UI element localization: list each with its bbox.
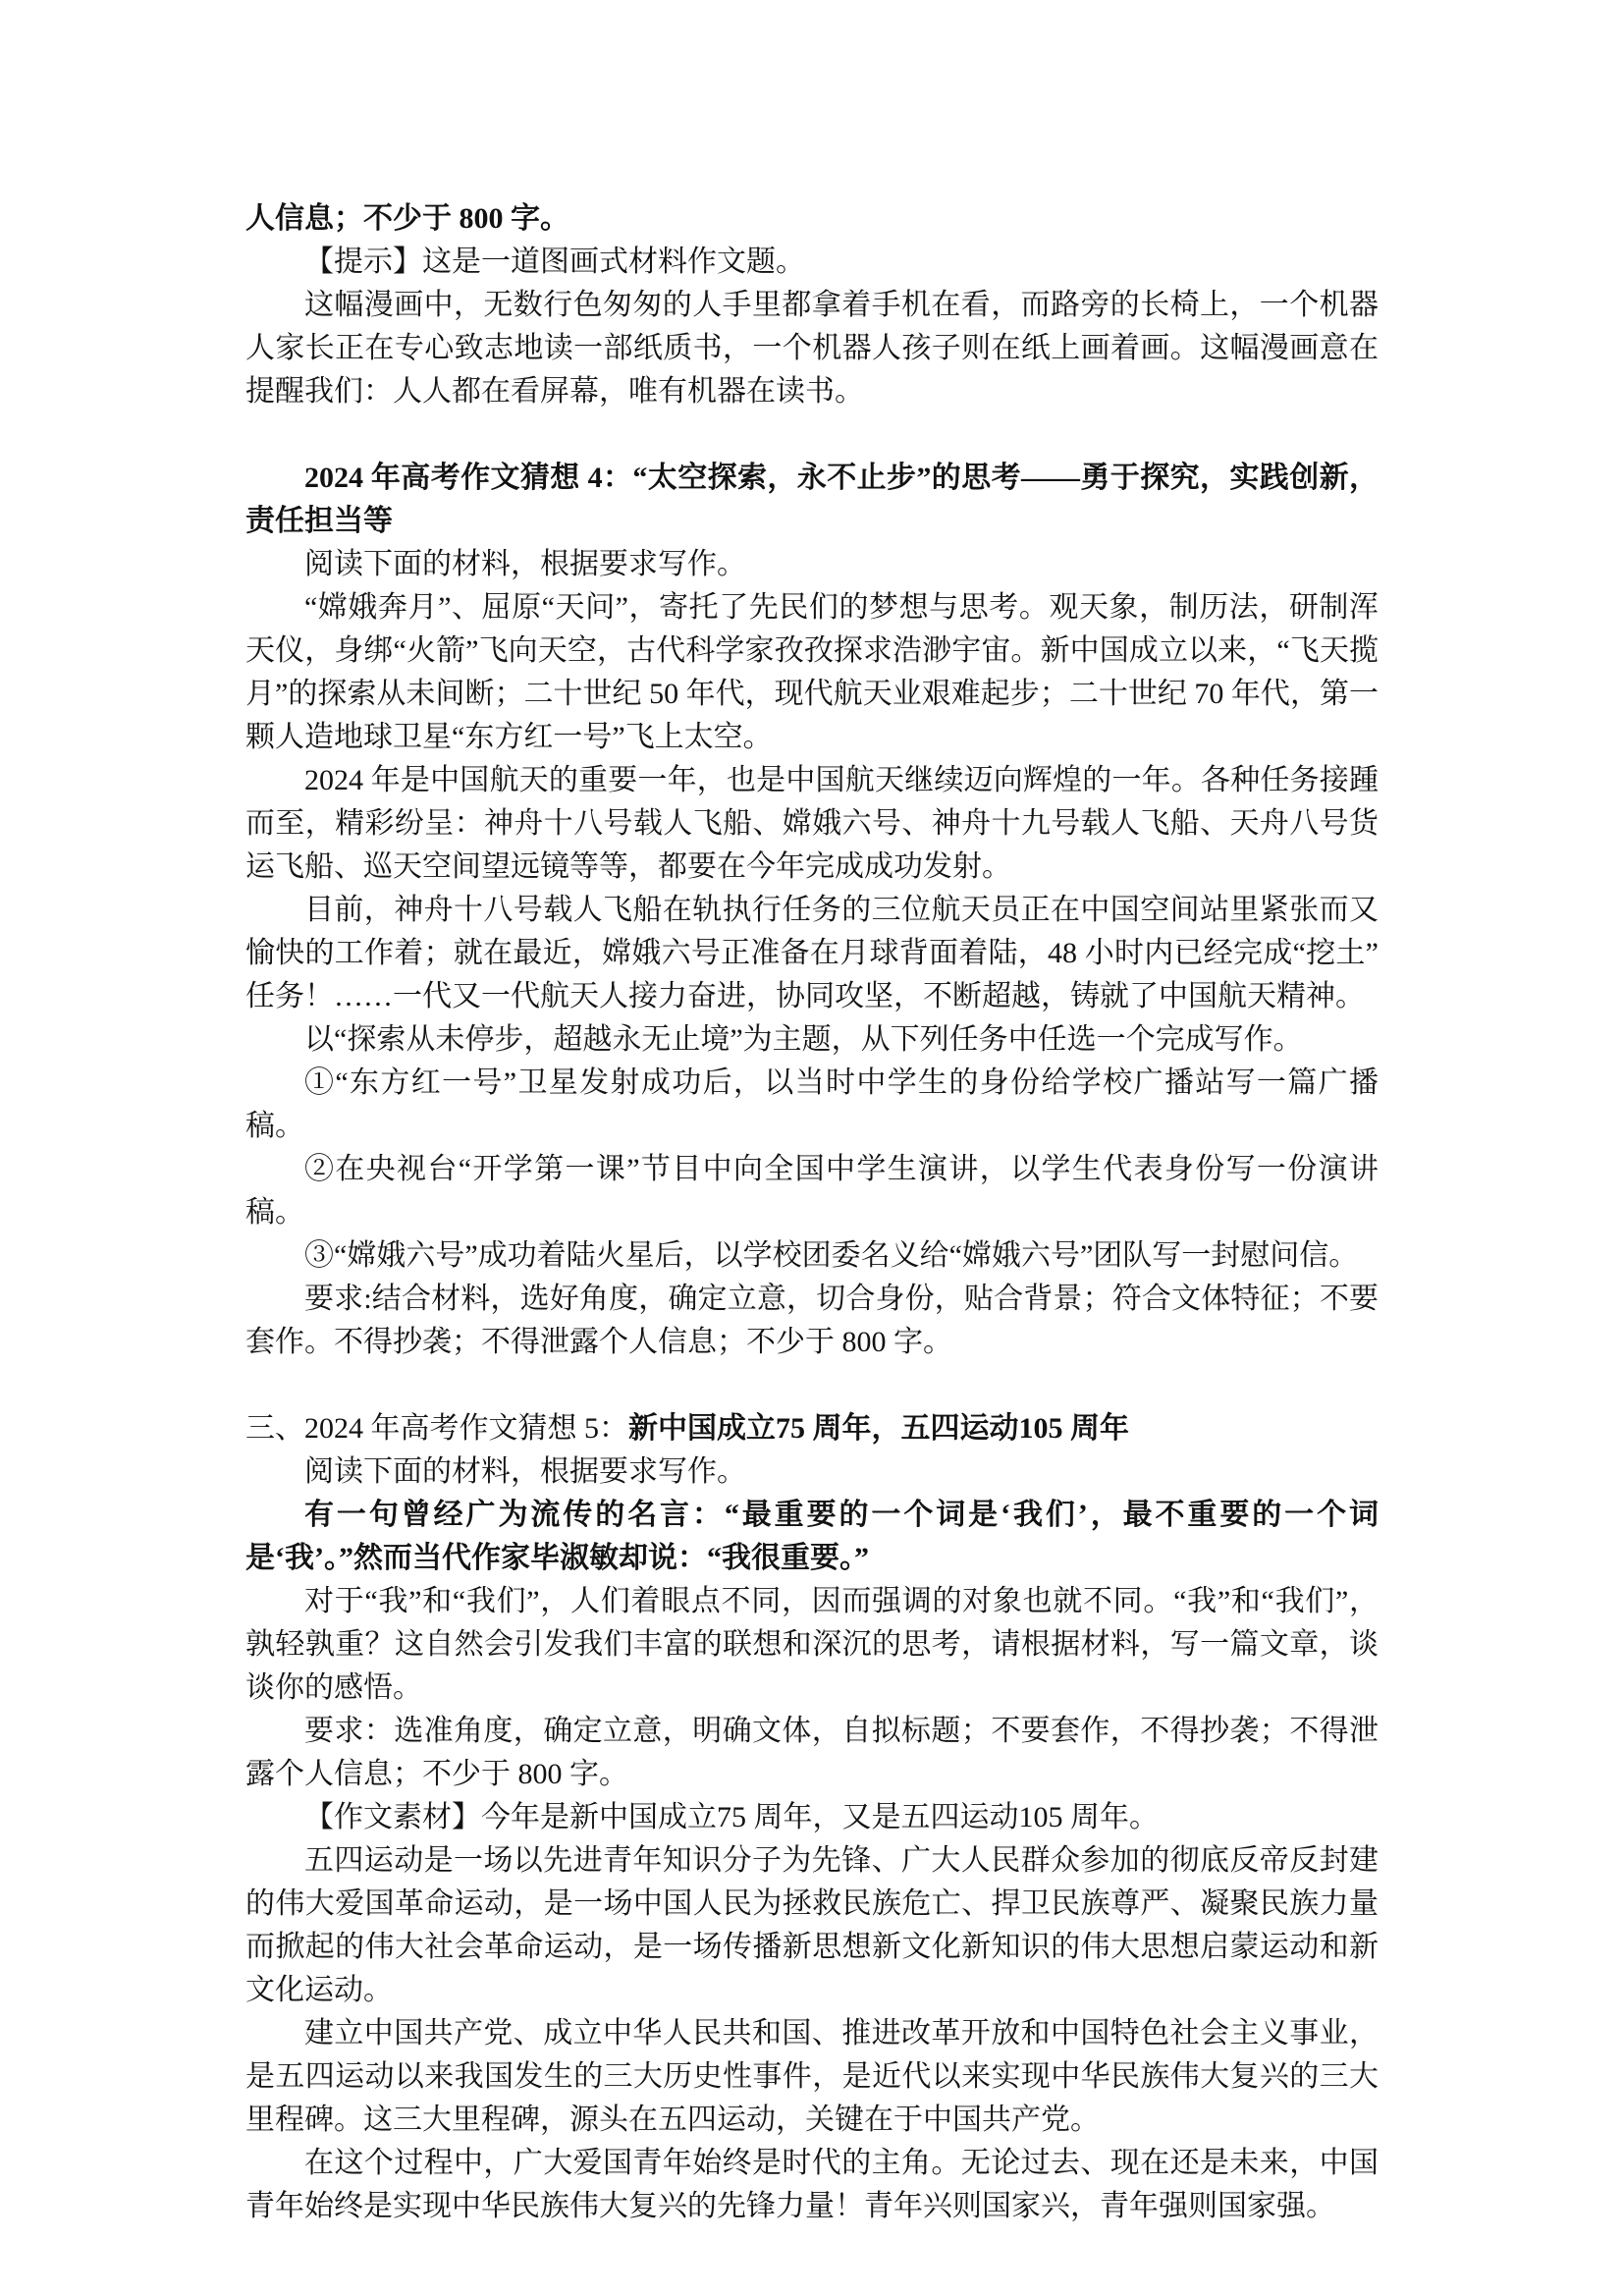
text-run: 要求:结合材料，选好角度，确定立意，切合身份，贴合背景；符合文体特征；不要套作。不得抄袭；不得泄露个人信息；不少于 800 字。 bbox=[245, 1283, 1379, 1358]
text-run: 五四运动是一场以先进青年知识分子为先锋、广大人民群众参加的彻底反帝反封建的伟大爱国革命运动，是一场中国人民为拯救民族危亡、捍卫民族尊严、凝聚民族力量而掀起的伟大社会革命运动，是一场传播新思想新文化新知识的伟大思想启蒙运动和新文化运动。 bbox=[245, 1844, 1379, 2006]
text-run: ②在央视台“开学第一课”节目中向全国中学生演讲，以学生代表身份写一份演讲稿。 bbox=[245, 1153, 1379, 1229]
blank-line bbox=[245, 1364, 1379, 1407]
paragraph bbox=[245, 1710, 1379, 1796]
text-run: 阅读下面的材料，根据要求写作。 bbox=[304, 1455, 746, 1488]
bold-text-run: 新中国成立75 周年，五四运动105 周年 bbox=[628, 1412, 1129, 1445]
text-run: “嫦娥奔月”、屈原“天问”，寄托了先民们的梦想与思考。观天象，制历法，研制浑天仪，身绑“火箭”飞向天空，古代科学家孜孜探求浩渺宇宙。新中国成立以来，“飞天揽月”的探索从未间断；二十世纪 50 年代，现代航天业艰难起步；二十世纪 70 年代，第一颗人造地球卫星“东方红一号”飞上太空。 bbox=[245, 591, 1379, 753]
text-run: 对于“我”和“我们”，人们着眼点不同，因而强调的对象也就不同。“我”和“我们”，孰轻孰重？这自然会引发我们丰富的联想和深沉的思考，请根据材料，写一篇文章，谈谈你的感悟。 bbox=[245, 1585, 1379, 1704]
paragraph bbox=[245, 1494, 1379, 1580]
text-run: 在这个过程中，广大爱国青年始终是时代的主角。无论过去、现在还是未来，中国青年始终是实现中华民族伟大复兴的先锋力量！青年兴则国家兴，青年强则国家强。 bbox=[245, 2147, 1379, 2222]
bold-text-run: 人信息；不少于 800 字。 bbox=[245, 202, 569, 235]
text-run: 建立中国共产党、成立中华人民共和国、推进改革开放和中国特色社会主义事业，是五四运动以来我国发生的三大历史性事件，是近代以来实现中华民族伟大复兴的三大里程碑。这三大里程碑，源头在五四运动，关键在于中国共产党。 bbox=[245, 2017, 1379, 2136]
paragraph bbox=[245, 1278, 1379, 1364]
paragraph bbox=[245, 1839, 1379, 2012]
text-run: ③“嫦娥六号”成功着陆火星后，以学校团委名义给“嫦娥六号”团队写一封慰问信。 bbox=[304, 1239, 1359, 1272]
bold-text-run: 2024 年高考作文猜想 4：“太空探索，永不止步”的思考——勇于探究，实践创新，责任担当等 bbox=[245, 462, 1379, 537]
bold-text-run: 有一句曾经广为流传的名言：“最重要的一个词是‘我们’，最不重要的一个词是‘我’。”然而当代作家毕淑敏却说：“我很重要。” bbox=[245, 1499, 1379, 1574]
paragraph bbox=[245, 543, 1379, 586]
paragraph bbox=[245, 1796, 1379, 1839]
text-run: 目前，神舟十八号载人飞船在轨执行任务的三位航天员正在中国空间站里紧张而又愉快的工作着；就在最近，嫦娥六号正准备在月球背面着陆，48 小时内已经完成“挖土”任务！……一代又一代航天人接力奋进，协同攻坚，不断超越，铸就了中国航天精神。 bbox=[245, 894, 1379, 1012]
text-run: 【提示】这是一道图画式材料作文题。 bbox=[304, 246, 805, 278]
paragraph bbox=[245, 1580, 1379, 1710]
section-heading bbox=[245, 457, 1379, 543]
blank-line bbox=[245, 413, 1379, 457]
text-run: 阅读下面的材料，根据要求写作。 bbox=[304, 548, 746, 580]
text-run: 以“探索从未停步，超越永无止境”为主题，从下列任务中任选一个完成写作。 bbox=[304, 1023, 1303, 1056]
text-run: 这幅漫画中，无数行色匆匆的人手里都拿着手机在看，而路旁的长椅上，一个机器人家长正在专心致志地读一部纸质书，一个机器人孩子则在纸上画着画。这幅漫画意在提醒我们：人人都在看屏幕，唯有机器在读书。 bbox=[245, 289, 1379, 408]
paragraph bbox=[245, 759, 1379, 889]
text-run: 【作文素材】今年是新中国成立75 周年，又是五四运动105 周年。 bbox=[304, 1801, 1159, 1833]
paragraph bbox=[245, 889, 1379, 1018]
paragraph bbox=[245, 197, 1379, 241]
text-run: 2024 年是中国航天的重要一年，也是中国航天继续迈向辉煌的一年。各种任务接踵而至，精彩纷呈：神舟十八号载人飞船、嫦娥六号、神舟十九号载人飞船、天舟八号货运飞船、巡天空间望远镜等等，都要在今年完成成功发射。 bbox=[245, 764, 1379, 883]
document-body bbox=[245, 197, 1379, 2228]
paragraph bbox=[245, 1450, 1379, 1494]
section-heading bbox=[245, 1407, 1379, 1450]
text-run: ①“东方红一号”卫星发射成功后，以当时中学生的身份给学校广播站写一篇广播稿。 bbox=[245, 1066, 1379, 1142]
paragraph bbox=[245, 1148, 1379, 1234]
paragraph bbox=[245, 241, 1379, 284]
paragraph bbox=[245, 1062, 1379, 1148]
paragraph bbox=[245, 2142, 1379, 2228]
paragraph bbox=[245, 586, 1379, 759]
paragraph bbox=[245, 284, 1379, 413]
text-run: 三、2024 年高考作文猜想 5： bbox=[245, 1412, 628, 1445]
text-run: 要求：选准角度，确定立意，明确文体，自拟标题；不要套作，不得抄袭；不得泄露个人信息；不少于 800 字。 bbox=[245, 1715, 1379, 1790]
paragraph bbox=[245, 1018, 1379, 1062]
paragraph bbox=[245, 2012, 1379, 2142]
paragraph bbox=[245, 1234, 1379, 1278]
